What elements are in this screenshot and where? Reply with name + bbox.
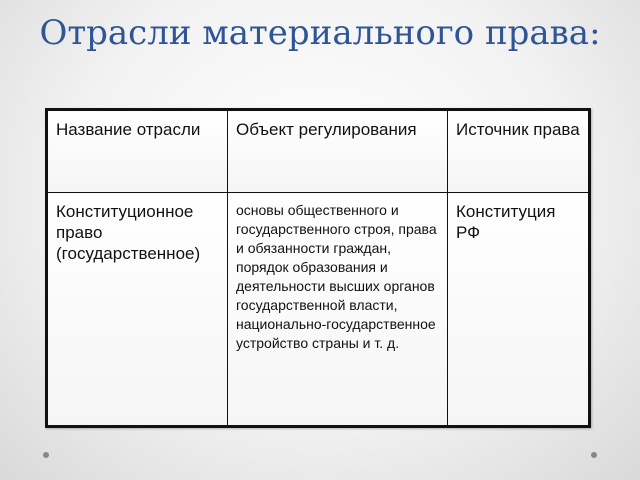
cell-object: основы общественного и государственного строя, права и обязанности граждан, порядок образования и деятельности высших органов государственной власти, национально-государственное устройство страны и т. д.: [228, 193, 448, 426]
cell-source: Конституция РФ: [448, 193, 589, 426]
cell-branch: Конституционное право (государственное): [48, 193, 228, 426]
table-row: [48, 193, 589, 426]
header-regulation-object: Объект регулирования: [228, 111, 448, 193]
slide-nav-dot-left: [43, 452, 49, 458]
table-header-row: [48, 111, 589, 193]
slide-nav-dot-right: [591, 452, 597, 458]
slide-title: Отрасли материального права:: [39, 13, 601, 53]
law-branches-table: [45, 108, 591, 428]
header-law-source: Источник права: [448, 111, 589, 193]
header-branch-name: Название отрасли: [48, 111, 228, 193]
